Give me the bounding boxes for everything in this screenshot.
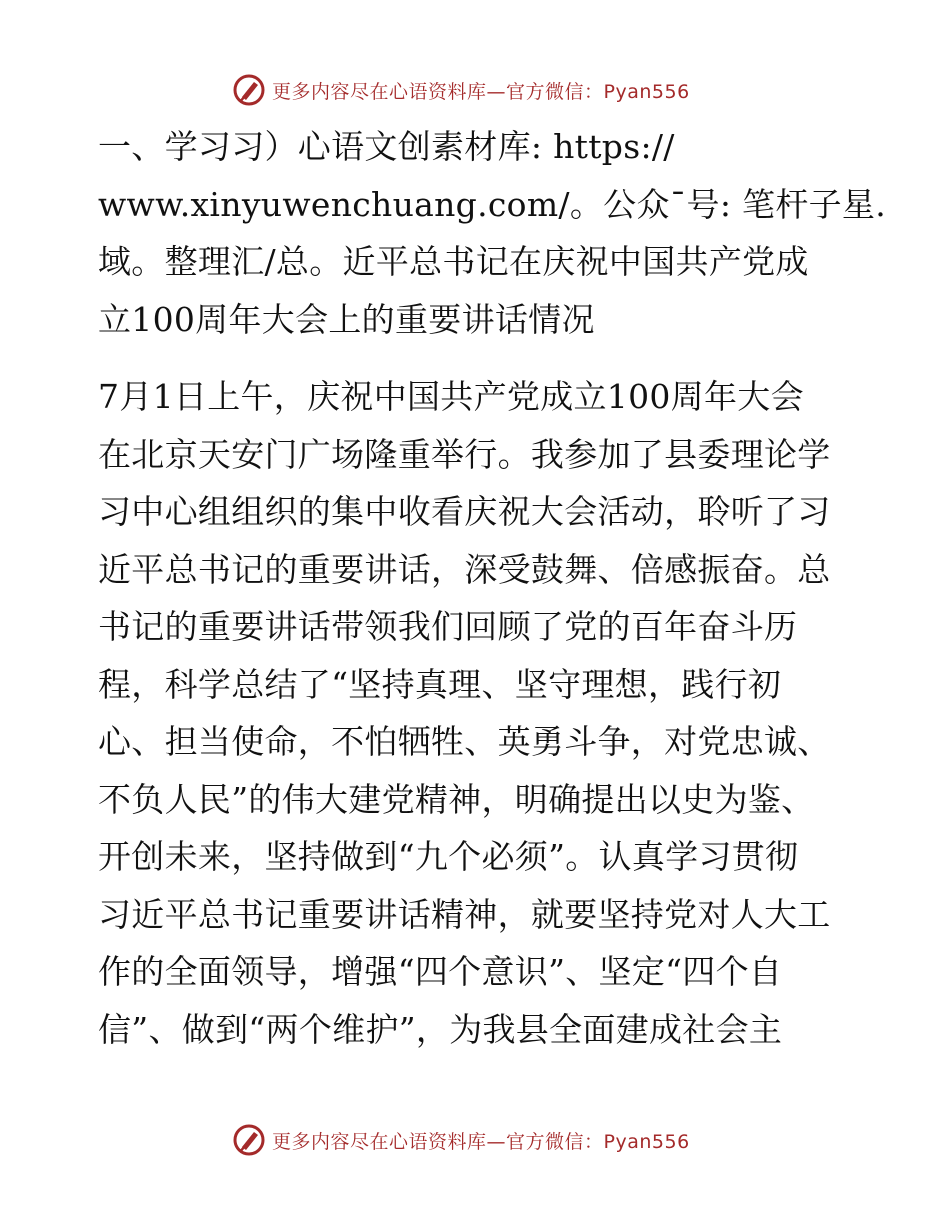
paragraph-body	[98, 368, 850, 1058]
text-line: 习近平总书记重要讲话精神，就要坚持党对人大工	[98, 894, 831, 934]
text-line: www.xinyuwenchuang.com/。公众¯号: 笔杆子星.	[98, 184, 887, 224]
text-line: 书记的重要讲话带领我们回顾了党的百年奋斗历	[98, 607, 798, 646]
text-line: 习中心组组织的集中收看庆祝大会活动，聆听了习	[98, 492, 831, 531]
text-line: 开创未来，坚持做到“九个必须”。认真学习贯彻	[98, 837, 799, 876]
text-line: 不负人民”的伟大建党精神，明确提出以史为鉴、	[98, 779, 815, 819]
footer-banner-text: 更多内容尽在心语资料库—官方微信：Pyan556	[272, 1130, 690, 1153]
text-line: 程，科学总结了“坚持真理、坚守理想，践行初	[98, 664, 782, 704]
ink-pen-seal-logo-icon	[232, 73, 266, 107]
ink-pen-seal-logo-icon	[232, 1123, 266, 1157]
header-banner	[232, 72, 752, 108]
text-line: 域。整理汇/总。近平总书记在庆祝中国共产党成	[98, 242, 809, 281]
text-line: 立100周年大会上的重要讲话情况	[98, 299, 595, 339]
text-line: 7月1日上午，庆祝中国共产党成立100周年大会	[98, 377, 804, 416]
text-line: 心、担当使命，不怕牺牲、英勇斗争，对党忠诚、	[98, 722, 831, 761]
footer-banner	[232, 1122, 752, 1158]
header-banner-text: 更多内容尽在心语资料库—官方微信：Pyan556	[272, 80, 690, 103]
text-line: 在北京天安门广场隆重举行。我参加了县委理论学	[98, 434, 831, 474]
text-line: 作的全面领导，增强“四个意识”、坚定“四个自	[98, 952, 783, 991]
text-line: 一、学习习）心语文创素材库: https://	[98, 127, 675, 166]
text-line: 信”、做到“两个维护”，为我县全面建成社会主	[98, 1009, 783, 1049]
text-line: 近平总书记的重要讲话，深受鼓舞、倍感振奋。总	[98, 549, 831, 589]
paragraph-title	[98, 118, 887, 348]
